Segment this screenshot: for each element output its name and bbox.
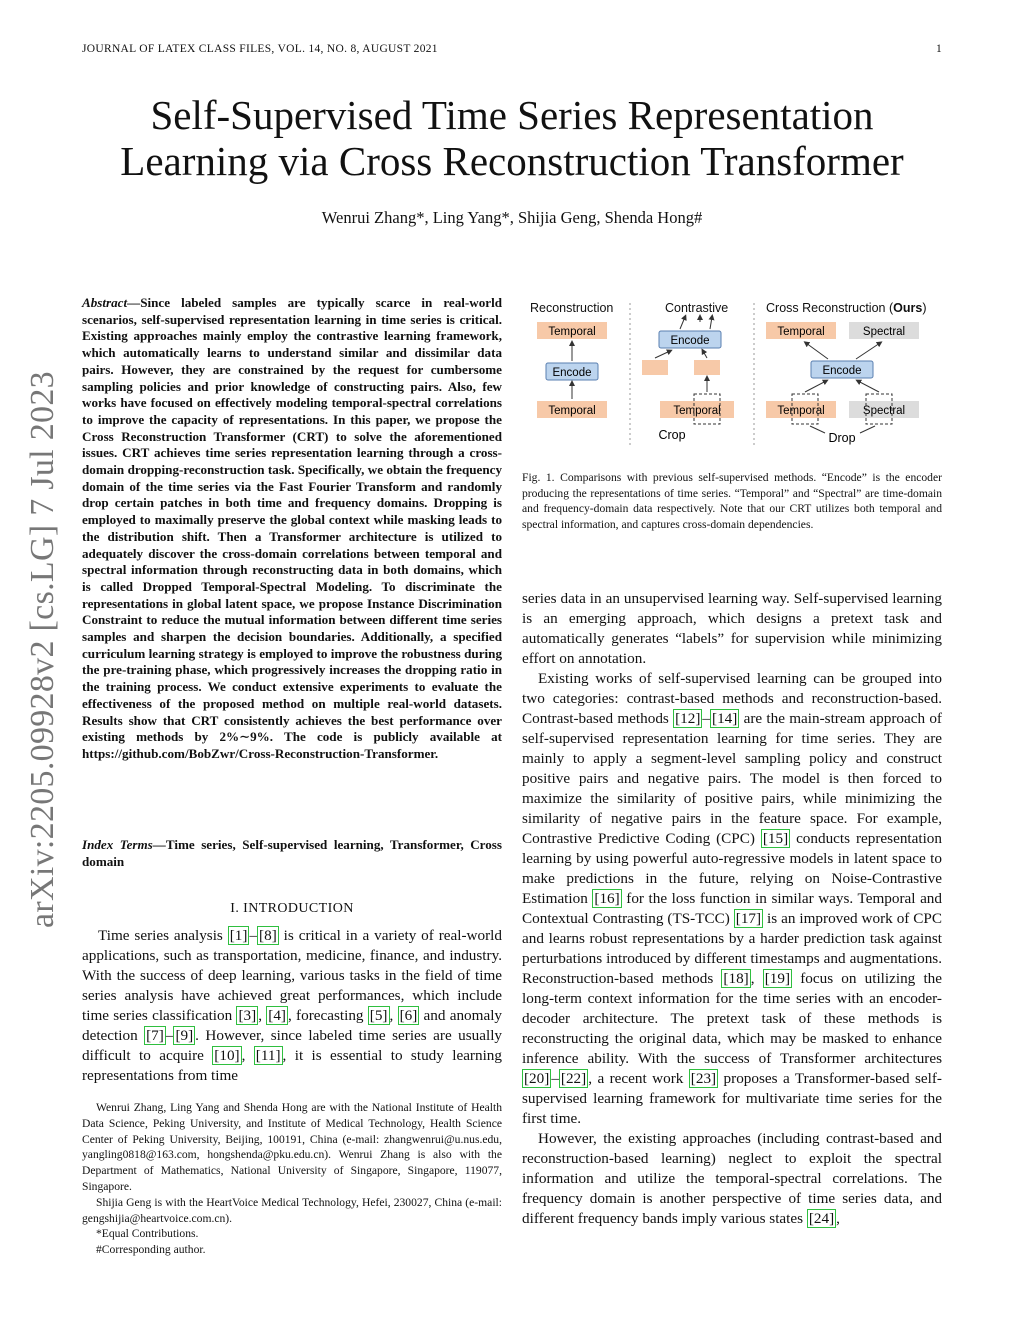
temporal-label: Temporal <box>673 405 721 417</box>
citation-link[interactable]: [1] <box>229 927 248 944</box>
citation-link[interactable]: [23] <box>690 1070 717 1087</box>
temporal-label: Temporal <box>777 326 825 338</box>
spectral-label: Spectral <box>862 405 906 417</box>
citation-link[interactable]: [6] <box>399 1007 418 1024</box>
text-run: – <box>165 1027 174 1044</box>
text-run: is an improved work of CPC and learns robust representations by a harder prediction task against perturbations introduced by different timestamps and augmentations. Reconstruction-based methods <box>522 910 942 987</box>
citation-link[interactable]: [10] <box>214 1047 240 1064</box>
paper-title <box>0 92 1024 184</box>
author-list: Wenrui Zhang*, Ling Yang*, Shijia Geng, Shenda Hong# <box>321 208 703 227</box>
crop-patch <box>694 360 720 375</box>
text-run: proposes a Transformer-based self-supervised learning framework for multivariate time series for the first time. <box>522 1070 942 1127</box>
reconstruction-title: Reconstruction <box>530 301 614 315</box>
crop-label: Crop <box>658 428 686 442</box>
text-run: – <box>551 1070 559 1087</box>
citation-link[interactable]: [8] <box>259 927 277 944</box>
intro-column <box>82 926 502 1086</box>
temporal-label: Temporal <box>548 405 596 417</box>
footnote-affiliation: Wenrui Zhang, Ling Yang and Shenda Hong are with the National Institute of Health Data Science, Peking University, and Institute of Medical Technology, Health Science Center of Peking University, Beijing, 100191, China (e-mail: zhangwenrui@u.nus.edu, yangling0818@163.com, hongshenda@pku.edu.cn). Wenrui Zhang is also with the Department of Mathematics, National University of Singapore, Singapore, 119077, Singapore. <box>82 1101 502 1193</box>
text-run: – <box>249 927 258 944</box>
citation-link[interactable]: [7] <box>146 1027 164 1044</box>
text-run: Existing works of self-supervised learning can be grouped into two categories: contrast-based methods and reconstruction-based. Contrast-based methods <box>522 670 942 727</box>
right-column <box>522 589 942 1229</box>
contrastive-title: Contrastive <box>665 301 729 315</box>
citation-link[interactable]: [19] <box>764 970 791 987</box>
text-run: focus on utilizing the long-term context information for the time series with an encoder-decoder architecture. The pretext task of these methods is reconstructing the original data, which may be masked to enhance inference ability. With the success of Transformer architectures <box>522 970 943 1067</box>
abstract-lead: Abstract— <box>82 295 141 310</box>
title-line-1: Self-Supervised Time Series Representation <box>150 92 874 138</box>
citation-link[interactable]: [18] <box>723 970 749 987</box>
text-run: , <box>750 970 763 987</box>
citation-link[interactable]: [20] <box>524 1070 550 1087</box>
footnote-corresponding: #Corresponding author. <box>96 1243 206 1257</box>
citation-link[interactable]: [22] <box>560 1070 587 1087</box>
text-run: . However, since labeled time series are usually difficult to acquire <box>82 1027 503 1064</box>
citation-link[interactable]: [3] <box>238 1007 257 1024</box>
text-run: and anomaly detection <box>82 1007 503 1044</box>
footnote-equal: *Equal Contributions. <box>96 1227 199 1241</box>
text-run: , <box>836 1210 840 1227</box>
text-run: is critical in a variety of real-world applications, such as transportation, medicine, finance, and industry. With the success of deep learning, various tasks in the field of time series analysis have achieved great performances, which include time series classification <box>82 927 502 1024</box>
intro-paragraph <box>82 926 502 1086</box>
text-run: Time series analysis <box>98 927 228 944</box>
text-run: , <box>258 1007 267 1024</box>
text-run: , forecasting <box>287 1007 368 1024</box>
title-line-2: Learning via Cross Reconstruction Transformer <box>120 138 904 184</box>
citation-link[interactable]: [17] <box>735 910 762 927</box>
arxiv-stamp: arXiv:2205.09928v2 [cs.LG] 7 Jul 2023 <box>24 371 61 928</box>
citation-link[interactable]: [11] <box>255 1047 281 1064</box>
citation-link[interactable]: [24] <box>808 1210 835 1227</box>
text-run: conducts representation learning by using powerful auto-regressive models in latent space to make predictions in the future, relying on Noise-Contrastive Estimation <box>522 830 942 907</box>
citation-link[interactable]: [12] <box>675 710 701 727</box>
index-terms <box>82 837 502 870</box>
text-run: are the main-stream approach of self-supervised representation learning for time series. They are mainly to apply a segment-level sampling policy and construct positive pairs and negative pairs. The model is then forced to maximize the similarity of positive pairs, while minimizing the similarity of negative pairs in the feature space. For example, Contrastive Predictive Coding (CPC) <box>522 710 942 847</box>
citation-link[interactable]: [9] <box>175 1027 194 1044</box>
body-paragraph <box>522 1129 942 1229</box>
abstract <box>82 295 502 763</box>
footnote-affiliation-2: Shijia Geng is with the HeartVoice Medical Technology, Hefei, 230027, China (e-mail: gengshijia@heartvoice.com.cn). <box>82 1195 502 1225</box>
temporal-label: Temporal <box>777 405 825 417</box>
text-run: , it is essential to study learning representations from time <box>82 1047 502 1084</box>
figure-1 <box>520 293 950 453</box>
running-header: JOURNAL OF LATEX CLASS FILES, VOL. 14, NO. 8, AUGUST 2021 <box>82 43 438 55</box>
citation-link[interactable]: [5] <box>369 1007 388 1024</box>
text-run: for the loss function in similar ways. Temporal and Contextual Contrasting (TS-TCC) <box>522 890 942 927</box>
encode-label: Encode <box>822 365 862 377</box>
text-run: , a recent work <box>588 1070 689 1087</box>
page-number: 1 <box>936 43 942 55</box>
drop-label: Drop <box>828 431 856 445</box>
citation-link[interactable]: [16] <box>594 890 620 907</box>
text-run: However, the existing approaches (including contrast-based and reconstruction-based learning) neglect to exploit the spectral information and utilize the temporal-spectral correlations. The frequency domain is another perspective of time series data, and different frequency bands imply various states <box>522 1130 942 1227</box>
cross-reconstruction-title: Cross Reconstruction (Ours) <box>766 301 927 315</box>
spectral-label: Spectral <box>862 326 906 338</box>
crop-patch <box>642 360 668 375</box>
text-run: – <box>702 710 711 727</box>
text-run: , <box>389 1007 398 1024</box>
body-paragraph: series data in an unsupervised learning way. Self-supervised learning is an emerging approach, which designs a pretext task and automatically generates “labels” for supervision while minimizing effort on annotation. <box>522 590 942 667</box>
citation-link[interactable]: [15] <box>762 830 789 847</box>
text-run: , <box>241 1047 254 1064</box>
temporal-label: Temporal <box>548 326 596 338</box>
body-paragraph <box>522 669 942 1129</box>
index-terms-text: Time series, Self-supervised learning, Transformer, Cross domain <box>82 837 502 869</box>
index-terms-lead: Index Terms— <box>82 837 166 852</box>
footnotes <box>82 1100 502 1258</box>
encode-label: Encode <box>552 367 592 379</box>
abstract-text: Since labeled samples are typically scarce in real-world scenarios, self-supervised representation learning in time series is critical. Existing approaches mainly employ the contrastive learning framework, which automatically learns to understand similar and dissimilar data pairs. However, they are constrained by the request for cumbersome sampling policies and prior knowledge of constructing pairs. Also, few works have focused on effectively modeling temporal-spectral correlations to improve the capacity of representations. In this paper, we propose the Cross Reconstruction Transformer (CRT) to solve the aforementioned issues. CRT achieves time series representation learning through a cross-domain dropping-reconstruction task. Specifically, we obtain the frequency domain of the time series via the Fast Fourier Transform and randomly drop certain patches in both time and frequency domains. Dropping is employed to maximally preserve the global context while masking leads to the distribution shift. Then a Transformer architecture is utilized to adequately discover the cross-domain correlations between temporal and spectral information through reconstructing data in both domains, which is called Dropped Temporal-Spectral Modeling. To discriminate the representations in global latent space, we propose Instance Discrimination Constraint to reduce the mutual information between different time series samples and sharpen the decision boundaries. Additionally, a specified curriculum learning strategy is employed to improve the robustness during the pre-training phase, which progressively increases the dropping ratio in the training process. We conduct extensive experiments to evaluate the effectiveness of the proposed method on multiple real-world datasets. Results show that CRT consistently achieves the best performance over existing methods by 2%∼9%. The code is publicly available at https://github.com/BobZwr/Cross-Reconstruction-Transformer. <box>82 295 502 761</box>
section-heading: I. INTRODUCTION <box>230 901 354 916</box>
citation-link[interactable]: [4] <box>268 1007 286 1024</box>
citation-link[interactable]: [14] <box>712 710 738 727</box>
encode-label: Encode <box>670 335 710 347</box>
figure-caption: Fig. 1. Comparisons with previous self-supervised methods. “Encode” is the encoder producing the representations of time series. “Temporal” and “Spectral” are time-domain and frequency-domain data respectively. Note that our CRT utilizes both temporal and spectral information, and captures cross-domain dependencies. <box>522 471 942 531</box>
